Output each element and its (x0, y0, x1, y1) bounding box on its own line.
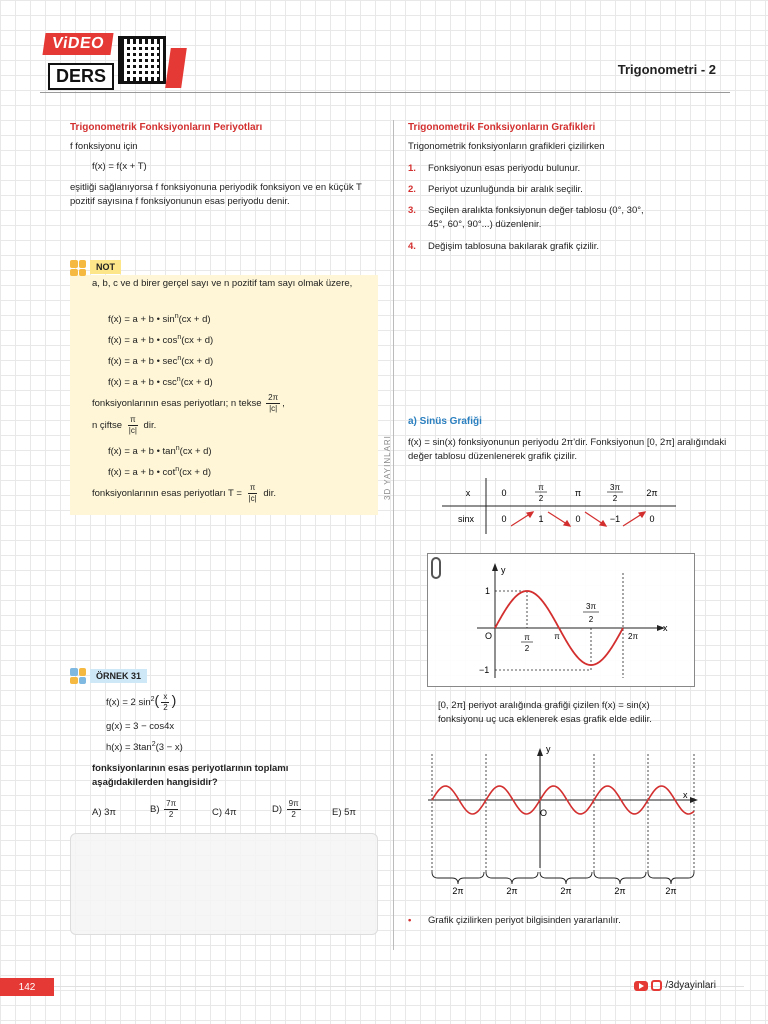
graph2-x-label: x (683, 790, 688, 800)
graph-section-title: Trigonometrik Fonksiyonların Grafikleri (408, 122, 596, 133)
table-y-label: sinx (457, 514, 475, 524)
page-number: 142 (0, 978, 54, 996)
option-d[interactable]: D) $\frac{9\pi}{2}$ (272, 799, 299, 819)
period-braces (432, 872, 694, 884)
column-divider (393, 120, 394, 950)
note-tag: NOT (90, 260, 121, 274)
instagram-icon[interactable] (651, 980, 662, 991)
sine-description: f(x) = sin(x) fonksiyonunun periyodu 2π'dir. Fonksiyonun [0, 2π] aralığındaki değer tablosu düzenlenerek grafik çizilir. (408, 437, 727, 462)
qr-code-icon[interactable] (118, 36, 166, 84)
graph1-caption: [0, 2π] periyot aralığında grafiği çizilen f(x) = sin(x) fonksiyonu uç uca eklenerek esas grafik elde edilir. (438, 700, 652, 725)
note-formula-cot: f(x) = a + b • $\cot^n(cx + d)$ (108, 466, 212, 479)
page-title: Trigonometri - 2 (617, 62, 716, 77)
svg-text:2π: 2π (452, 886, 464, 896)
note-formula-tan: f(x) = a + b • $\tan^n(cx + d)$ (108, 445, 212, 458)
sine-graph-1 (427, 553, 695, 687)
example-question: fonksiyonlarının esas periyotlarının toplamı aşağıdakilerden hangisidir? (92, 763, 289, 788)
graph2-origin: O (540, 808, 548, 818)
svg-text:3π: 3π (586, 602, 596, 611)
tip-bullet: • Grafik çizilirken periyot bilgisinden yararlanılır. (408, 915, 621, 926)
svg-text:2π: 2π (628, 632, 638, 641)
table-x-4: 2π (646, 488, 658, 498)
example-icon (70, 668, 86, 684)
option-e[interactable]: E) 5π (332, 807, 356, 818)
step-1: 1. Fonksiyonun esas periyodu bulunur. (408, 163, 581, 174)
logo-ders: DERS (48, 63, 114, 90)
step-4: 4. Değişim tablosuna bakılarak grafik çizilir. (408, 241, 600, 252)
social-handle-text: /3dyayinlari (665, 980, 716, 991)
publisher-watermark: 3D YAYINLARI (383, 435, 392, 500)
graph1-y-label: y (501, 565, 506, 575)
answer-area[interactable] (70, 833, 378, 935)
table-x-label: x (465, 488, 471, 498)
logo-accent (165, 48, 187, 88)
table-x-1-num: π (538, 483, 544, 492)
step-2: 2. Periyot uzunluğunda bir aralık seçilir. (408, 184, 583, 195)
sine-graph-2 (424, 738, 704, 898)
svg-text:π: π (524, 633, 530, 642)
period-equation: f(x) = f(x + T) (92, 161, 147, 172)
option-b[interactable]: B) $\frac{7\pi}{2}$ (150, 799, 177, 819)
note-formula-sin: f(x) = a + b • $\sin^n(cx + d)$ (108, 313, 211, 326)
youtube-icon[interactable] (634, 981, 648, 991)
note-tan-period: fonksiyonlarının esas periyotları T = $\frac{\pi}{|c|}$ dir. (92, 483, 277, 503)
table-x-0: 0 (501, 488, 507, 498)
social-handle[interactable] (634, 980, 716, 991)
svg-text:2π: 2π (560, 886, 572, 896)
note-odd-period: fonksiyonlarının esas periyotları; n tekse $\frac{2\pi}{|c|}$ , (92, 393, 285, 413)
note-formula-csc: f(x) = a + b • $\csc^n(cx + d)$ (108, 376, 213, 389)
note-icon (70, 260, 86, 276)
option-a[interactable]: A) 3π (92, 807, 116, 818)
table-y-1: 1 (538, 514, 544, 524)
example-g: g(x) = 3 − cos4x (106, 721, 175, 732)
table-x-2: π (574, 488, 582, 498)
table-x-3-num: 3π (610, 483, 620, 492)
graph1-origin: O (485, 631, 493, 641)
svg-text:2: 2 (588, 615, 594, 624)
note-even-period: n çiftse $\frac{\pi}{|c|}$ dir. (92, 415, 157, 435)
step-3: 3. Seçilen aralıkta fonksiyonun değer tablosu (0°, 30°, 45°, 60°, 90°...) düzenlenir. (408, 205, 644, 230)
table-y-3: −1 (609, 514, 621, 524)
example-tag: ÖRNEK 31 (90, 669, 147, 683)
period-section-title: Trigonometrik Fonksiyonların Periyotları (70, 122, 263, 133)
svg-text:2: 2 (524, 644, 530, 653)
graph1-x-label: x (663, 623, 668, 633)
period-definition: eşitliği sağlanıyorsa f fonksiyonuna periyodik fonksiyon ve en küçük T pozitif sayısına f fonksiyonunun esas periyodu denir. (70, 182, 362, 207)
table-x-3-den: 2 (612, 494, 618, 503)
sine-subtitle: a) Sinüs Grafiği (408, 416, 482, 427)
example-f: f(x) = 2 $\sin^2$( $\frac{x}{2}$ ) (106, 691, 177, 712)
svg-text:2π: 2π (506, 886, 518, 896)
example-h: $h(x) = 3\tan^2(3 - x)$ (106, 741, 183, 754)
svg-text:π: π (554, 632, 560, 641)
note-formula-cos: f(x) = a + b • $\cos^n(cx + d)$ (108, 334, 214, 347)
header-divider (40, 92, 730, 93)
option-c[interactable]: C) 4π (212, 807, 237, 818)
note-formula-sec: f(x) = a + b • $\sec^n(cx + d)$ (108, 355, 214, 368)
svg-text:2π: 2π (614, 886, 626, 896)
note-intro: a, b, c ve d birer gerçel sayı ve n pozitif tam sayı olmak üzere, (92, 278, 353, 289)
table-y-2: 0 (575, 514, 581, 524)
table-y-0: 0 (501, 514, 507, 524)
logo-video: ViDEO (42, 33, 113, 55)
value-table (440, 476, 680, 536)
graph-intro: Trigonometrik fonksiyonların grafikleri çizilirken (408, 141, 605, 152)
table-x-1-den: 2 (538, 494, 544, 503)
graph1-minus-one: −1 (479, 665, 490, 675)
table-y-4: 0 (649, 514, 655, 524)
graph2-y-label: y (546, 744, 551, 754)
svg-text:2π: 2π (665, 886, 677, 896)
period-intro: f fonksiyonu için (70, 141, 138, 152)
graph1-one: 1 (485, 586, 491, 596)
